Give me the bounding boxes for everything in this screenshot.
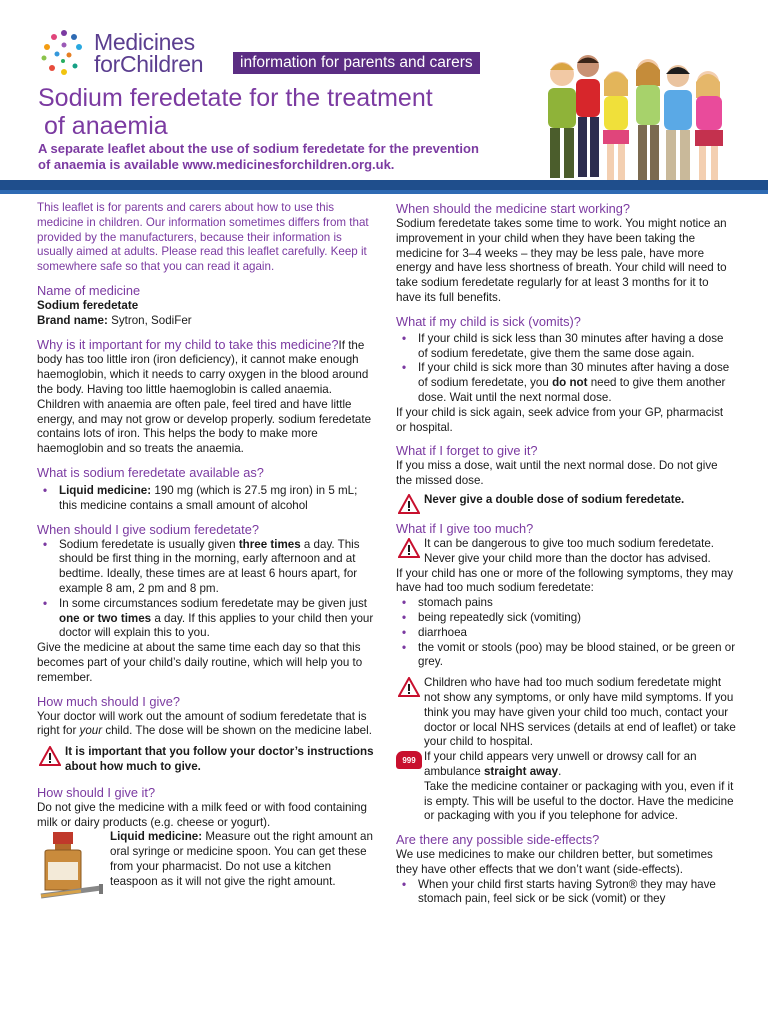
phone-999-icon: 999: [396, 751, 422, 769]
list-item: [37, 597, 377, 641]
medicine-bottle-syringe-icon: [37, 830, 107, 910]
side-list: [396, 878, 736, 908]
list-item: [37, 484, 377, 514]
name-heading: Name of medicine: [37, 282, 141, 298]
toomuch-warning2-text: Children who have had too much sodium feredetate might not show any symptoms, or only have mild symptoms. If you think you may have given your child too much, contact your doctor or local NHS services (details at end of leaflet) or take your child to hospital.: [424, 676, 736, 749]
header-divider: [0, 180, 768, 190]
logo: [38, 28, 228, 78]
sick-text: If your child is sick again, seek advice from your GP, pharmacist or hospital.: [396, 405, 724, 434]
page-title-line1: Sodium feredetate for the treatment: [38, 84, 433, 112]
emergency-pre: If your child appears very unwell or drowsy call for an ambulance: [424, 750, 697, 778]
when-b1-post: a day. This should be first thing in the morning, early afternoon and at bedtime. Ideally, these times are at least 6 hours apart, for example 8 am, 2 pm and 8 pm.: [59, 537, 360, 595]
symptom-list: [396, 596, 736, 670]
container-text: Take the medicine container or packaging with you, even if it is empty. This will be useful to the doctor. Have the medicine or packaging with you if you telephone for advice.: [424, 779, 734, 823]
when-list: [37, 538, 377, 642]
toomuch-heading: What if I give too much?: [396, 520, 534, 536]
start-text: Sodium feredetate takes some time to work. You might notice an improvement in your child when they have been taking the medicine for 3–4 weeks – they may be less pale, have more energy and have less shortness of breath. Your child will need to take sodium feredetate regularly for at least 3 months for it to have its full benefits.: [396, 217, 727, 304]
list-item: • being repeatedly sick (vomiting): [396, 611, 736, 626]
medicine-name: Sodium feredetate: [37, 298, 139, 312]
when-b2-bold: one or two times: [59, 611, 152, 625]
toomuch-text: If your child has one or more of the following symptoms, they may have had too much sodium feredetate:: [396, 566, 734, 595]
sick-b2-bold: do not: [552, 376, 588, 390]
intro-text: This leaflet is for parents and carers about how to use this medicine in children. Our information sometimes differs from that provided by the manufacturers, because their information is usually aimed at adults. Please read this leaflet carefully. Keep it somewhere safe so that you can read it again.: [37, 201, 369, 274]
forget-heading: What if I forget to give it?: [396, 443, 538, 459]
brand-name: [37, 314, 377, 329]
howgive-heading: How should I give it?: [37, 784, 156, 800]
header-divider-accent: [0, 190, 768, 194]
why-section: [37, 337, 377, 457]
howgive-label: Liquid medicine:: [110, 830, 203, 844]
emergency-call: [396, 750, 736, 780]
toomuch-warning-text: It can be dangerous to give too much sodium feredetate. Never give your child more than the doctor has advised.: [424, 536, 715, 565]
logo-text-line2: forChildren: [94, 51, 204, 77]
list-item: • If your child is sick less than 30 minutes after having a dose of sodium feredetate, give them the same dose again.: [396, 332, 736, 362]
left-column: [37, 201, 377, 889]
howmuch-post: child. The dose will be shown on the medicine label.: [102, 724, 372, 738]
list-item: • stomach pains: [396, 596, 736, 611]
side-heading: Are there any possible side-effects?: [396, 832, 600, 848]
logo-sparkle-icon: [38, 28, 90, 78]
howmuch-em: your: [79, 724, 103, 738]
subtitle-line2: of anaemia is available www.medicinesforchildren.org.uk.: [38, 157, 395, 172]
sick-list: [396, 332, 736, 406]
howgive-liquid: [37, 830, 377, 889]
howgive-liquid-text: Measure out the right amount an oral syringe or medicine spoon. You can get these from your pharmacist. Do not use a kitchen teaspoon as it will not give the right amount.: [110, 830, 373, 888]
toomuch-warning2: [396, 676, 736, 750]
warning-icon: [398, 538, 420, 558]
howmuch-warning-text: It is important that you follow your doctor’s instructions about how much to give.: [65, 745, 374, 773]
emergency-post: .: [558, 764, 562, 778]
subtitle-line1: A separate leaflet about the use of sodium feredetate for the prevention: [38, 141, 479, 156]
forget-warning-text: Never give a double dose of sodium feredetate.: [424, 492, 685, 506]
header-banner: information for parents and carers: [233, 52, 480, 74]
list-item: • the vomit or stools (poo) may be blood stained, or be green or grey.: [396, 641, 736, 671]
children-photo-icon: [540, 52, 740, 192]
available-text: 190 mg (which is 27.5 mg iron) in 5 mL; this medicine contains a small amount of alcohol: [59, 483, 358, 512]
when-text: Give the medicine at about the same time each day so that this becomes part of your child’s daily routine, which will help you to remember.: [37, 641, 363, 684]
page-title-line2: of anaemia: [44, 112, 168, 140]
list-item: • When your child first starts having Sytron® they may have stomach pain, feel sick or be sick (vomit) or they: [396, 878, 736, 908]
logo-text-line1: Medicines: [94, 29, 195, 55]
brand-label: Brand name:: [37, 313, 108, 327]
forget-warning: [396, 493, 736, 513]
available-list: [37, 484, 377, 514]
start-heading: When should the medicine start working?: [396, 201, 631, 216]
sick-heading: What if my child is sick (vomits)?: [396, 313, 581, 329]
howmuch-text: [37, 710, 377, 740]
warning-icon: [398, 494, 420, 514]
brand-value: Sytron, SodiFer: [107, 313, 192, 327]
warning-icon: [39, 746, 61, 766]
howmuch-warning: [37, 745, 377, 775]
list-item: [37, 538, 377, 597]
right-column: [396, 201, 736, 907]
when-b1-bold: three times: [238, 537, 301, 551]
howmuch-pre: Your doctor will work out the amount of sodium feredetate that is right for: [37, 709, 367, 738]
why-text: If the body has too little iron (iron deficiency), it cannot make enough haemoglobin, which it needs to carry oxygen in the blood around the body. Having too little haemoglobin is called anaemia. Children with anaemia are often pale, feel tired and have little energy, and may not grow or develop properly. sodium feredetate contains lots of iron. This helps the body to make more haemoglobin and so treats the anaemia.: [37, 338, 372, 456]
howmuch-heading: How much should I give?: [37, 693, 180, 709]
when-b2-post: a day. If this applies to your child then your doctor will explain this to you.: [59, 611, 374, 640]
available-heading: What is sodium feredetate available as?: [37, 464, 264, 480]
side-text: We use medicines to make our children better, but sometimes they have other effects that we don’t want (side-effects).: [396, 848, 713, 876]
when-b2-pre: In some circumstances sodium feredetate may be given just: [59, 596, 368, 610]
when-b1-pre: Sodium feredetate is usually given: [59, 537, 239, 551]
forget-text: If you miss a dose, wait until the next normal dose. Do not give the missed dose.: [396, 459, 718, 488]
list-item: [396, 361, 736, 405]
emergency-bold: straight away: [483, 764, 559, 778]
why-heading: Why is it important for my child to take this medicine?: [37, 336, 339, 352]
list-item: • diarrhoea: [396, 626, 736, 641]
howgive-text: Do not give the medicine with a milk feed or with food containing milk or dairy products (e.g. cheese or yogurt).: [37, 800, 367, 829]
sick-b2-pre: If your child is sick more than 30 minutes after having a dose of sodium feredetate, you: [418, 361, 730, 390]
sick-b2-post: need to give them another dose. Wait until the next normal dose.: [418, 376, 726, 404]
available-label: Liquid medicine:: [59, 483, 152, 497]
warning-icon: [398, 677, 420, 697]
when-heading: When should I give sodium feredetate?: [37, 521, 259, 537]
toomuch-warning: [396, 537, 736, 567]
